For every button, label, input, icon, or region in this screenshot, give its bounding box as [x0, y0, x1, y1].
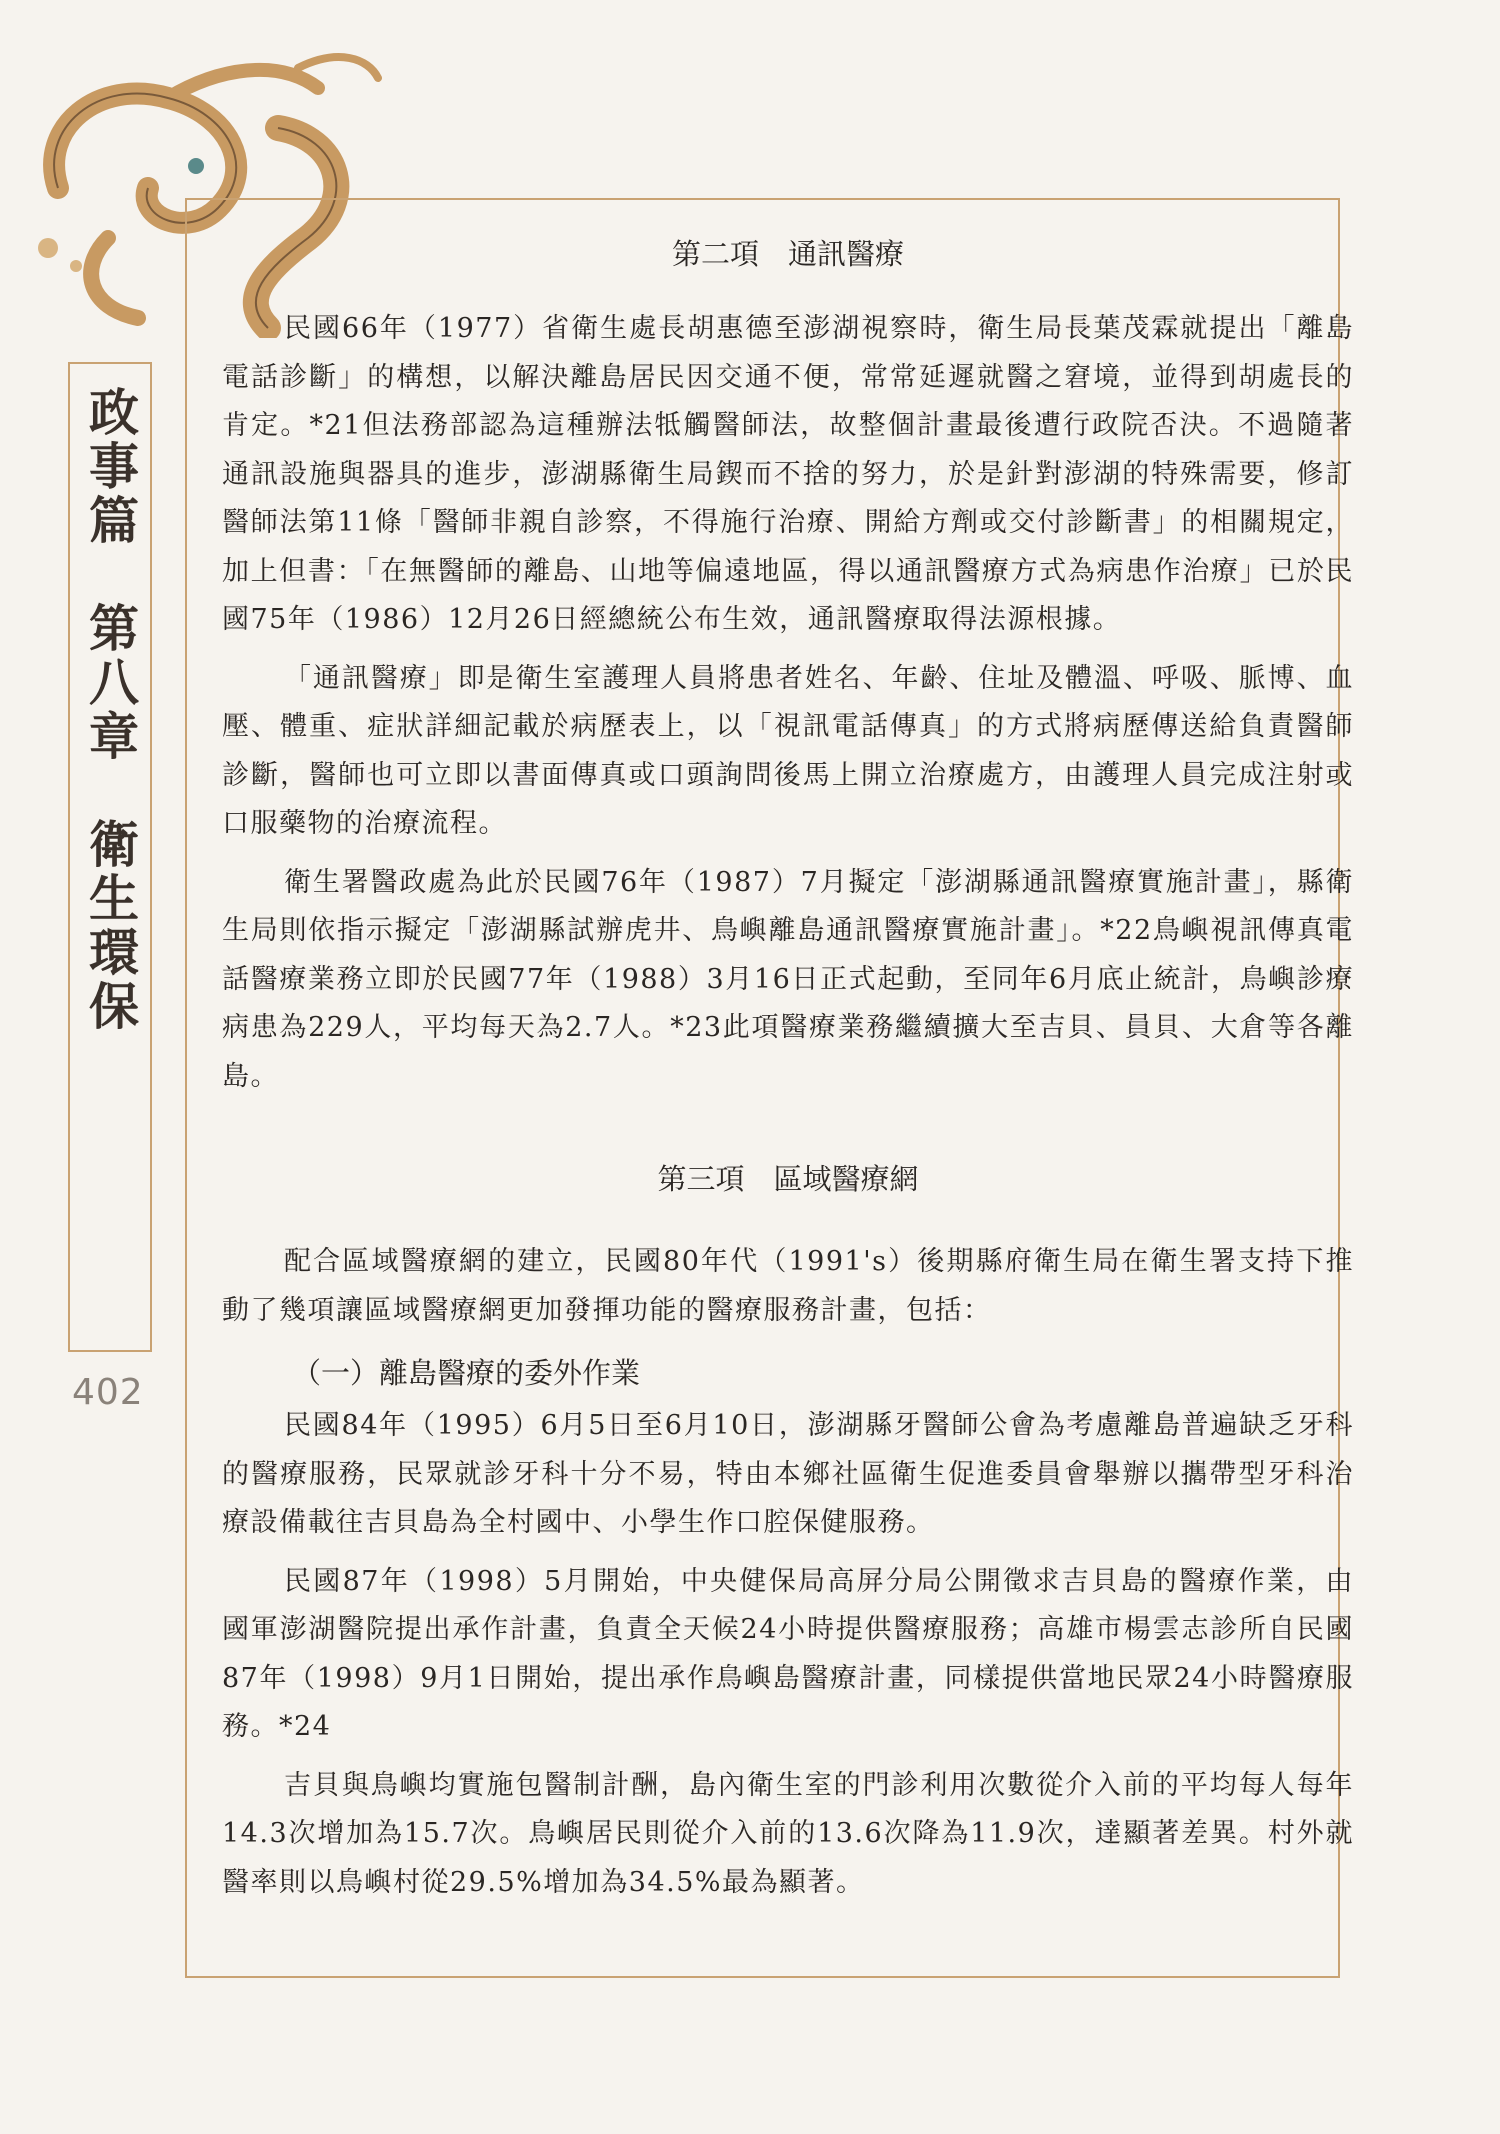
- paragraph: 「通訊醫療」即是衛生室護理人員將患者姓名、年齡、住址及體溫、呼吸、脈博、血壓、體重、症狀詳細記載於病歷表上，以「視訊電話傳真」的方式將病歷傳送給負責醫師診斷，醫師也可立即以書面傳真或口頭詢問後馬上開立治療處方，由護理人員完成注射或口服藥物的治療流程。: [222, 662, 1354, 839]
- sidebar-title: 政事篇 第八章 衛生環保: [81, 386, 139, 1034]
- paragraph: 吉貝與鳥嶼均實施包醫制計酬，島內衛生室的門診利用次數從介入前的平均每人每年14.3次增加為15.7次。鳥嶼居民則從介入前的13.6次降為11.9次，達顯著差異。村外就醫率則以鳥嶼村從29.5%增加為34.5%最為顯著。: [222, 1769, 1354, 1898]
- chapter-sidebar: [68, 362, 152, 1352]
- subsection-heading: （一）離島醫療的委外作業: [292, 1356, 641, 1390]
- paragraph: 配合區域醫療網的建立，民國80年代（1991's）後期縣府衛生局在衛生署支持下推動了幾項讓區域醫療網更加發揮功能的醫療服務計畫，包括：: [222, 1246, 1354, 1326]
- page-number: 402: [72, 1372, 144, 1413]
- main-content: [222, 226, 1354, 1917]
- paragraph: 民國84年（1995）6月5日至6月10日，澎湖縣牙醫師公會為考慮離島普遍缺乏牙科的醫療服務，民眾就診牙科十分不易，特由本鄉社區衛生促進委員會舉辦以攜帶型牙科治療設備載往吉貝島為全村國中、小學生作口腔保健服務。: [222, 1410, 1354, 1538]
- section-heading-2: 第三項 區域醫療網: [657, 1162, 919, 1196]
- paragraph: 民國87年（1998）5月開始，中央健保局高屏分局公開徵求吉貝島的醫療作業，由國軍澎湖醫院提出承作計畫，負責全天候24小時提供醫療服務；高雄市楊雲志診所自民國87年（1998）9月1日開始，提出承作鳥嶼島醫療計畫，同樣提供當地民眾24小時醫療服務。*24: [222, 1565, 1354, 1742]
- paragraph: 民國66年（1977）省衛生處長胡惠德至澎湖視察時，衛生局長葉茂霖就提出「離島電話診斷」的構想，以解決離島居民因交通不便，常常延遲就醫之窘境，並得到胡處長的肯定。*21但法務部認為這種辦法牴觸醫師法，故整個計畫最後遭行政院否決。不過隨著通訊設施與器具的進步，澎湖縣衛生局鍥而不捨的努力，於是針對澎湖的特殊需要，修訂醫師法第11條「醫師非親自診察，不得施行治療、開給方劑或交付診斷書」的相關規定，加上但書：「在無醫師的離島、山地等偏遠地區，得以通訊醫療方式為病患作治療」已於民國75年（1986）12月26日經總統公布生效，通訊醫療取得法源根據。: [222, 313, 1354, 635]
- paragraph: 衛生署醫政處為此於民國76年（1987）7月擬定「澎湖縣通訊醫療實施計畫」，縣衛生局則依指示擬定「澎湖縣試辦虎井、鳥嶼離島通訊醫療實施計畫」。*22鳥嶼視訊傳真電話醫療業務立即於民國77年（1988）3月16日正式起動，至同年6月底止統計，鳥嶼診療病患為229人，平均每天為2.7人。*23此項醫療業務繼續擴大至吉貝、員貝、大倉等各離島。: [222, 866, 1354, 1092]
- section-heading-1: 第二項 通訊醫療: [671, 237, 904, 271]
